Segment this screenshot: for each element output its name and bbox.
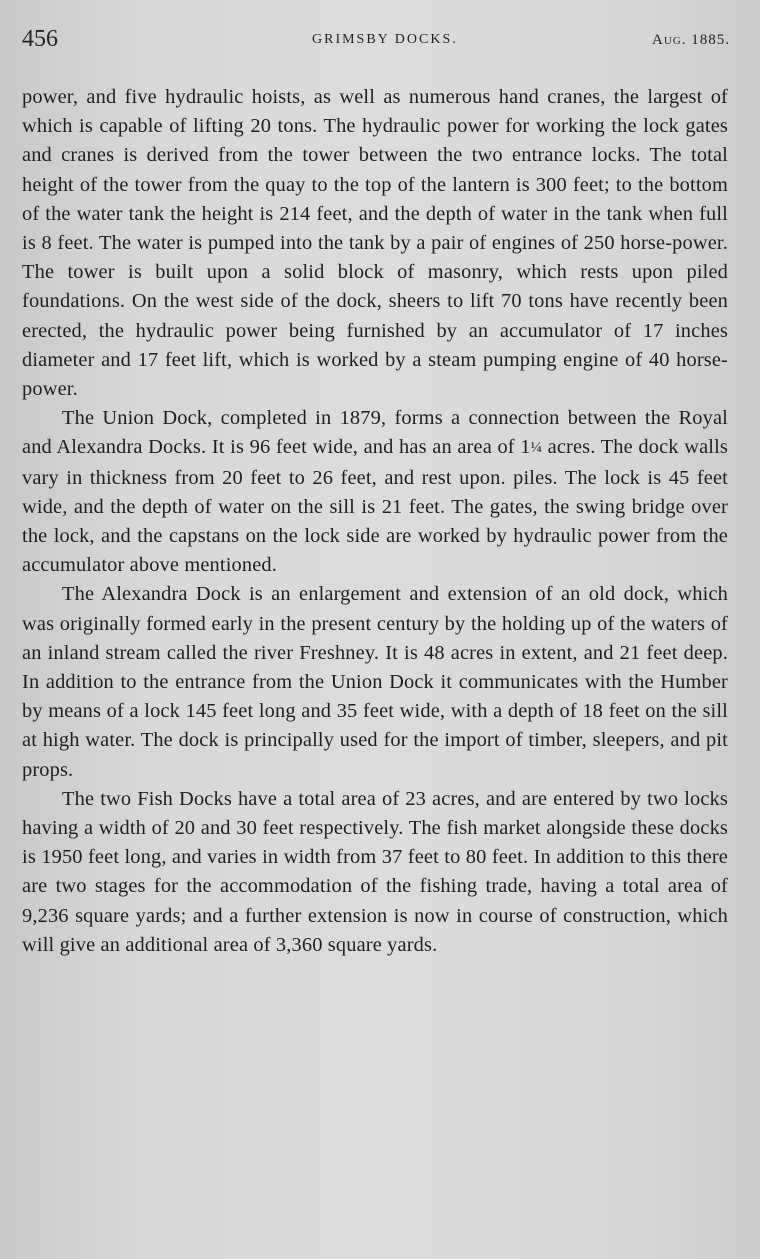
paragraph-fish-docks: The two Fish Docks have a total area of 23 acres, and are entered by two locks having a width of 20 and 30 feet respectively. The fish market alongside these docks is 1950 feet long, and varies in width from 37 feet to 80 feet. In addition to this there are two stages for the accommodation of the fishing trade, having a total area of 9,236 square yards; and a further extension is now in course of construction, which will give an additional area of 3,360 square yards. [22,787,728,956]
union-dock-text-start: The Union Dock, completed in 1879, forms a connection between the Royal and Alexandra Docks. It is 96 feet wide, and has an area of 1 [22,407,728,459]
issue-date: Aug. 1885. [652,32,730,48]
running-head [22,26,730,56]
fraction-quarter: ¼ [530,440,543,457]
union-dock-text-end: acres. The dock walls vary in thickness from 20 feet to 26 feet, and rest upon. piles. The lock is 45 feet wide, and the depth of water on the sill is 21 feet. The gates, the swing bridge over the lock, and the capstans on the lock side are worked by hydraulic power from the accumulator above mentioned. [22,436,728,577]
paragraph-union-dock [22,404,728,580]
page-number: 456 [22,26,58,52]
paragraph-hydraulic-power: power, and five hydraulic hoists, as well as numerous hand cranes, the largest of which is capable of lifting 20 tons. The hydraulic power for working the lock gates and cranes is derived from the tower between the two entrance locks. The total height of the tower from the quay to the top of the lantern is 300 feet; to the bottom of the water tank the height is 214 feet, and the depth of water in the tank when full is 8 feet. The water is pumped into the tank by a pair of engines of 250 horse-power. The tower is built upon a solid block of masonry, which rests upon piled foundations. On the west side of the dock, sheers to lift 70 tons have recently been erected, the hydraulic power being furnished by an accumulator of 17 inches diameter and 17 feet lift, which is worked by a steam pumping engine of 40 horse-power. [22,86,728,401]
body-text [22,83,728,960]
running-title: GRIMSBY DOCKS. [312,32,458,47]
paragraph-alexandra-dock: The Alexandra Dock is an enlargement and extension of an old dock, which was originally formed early in the present century by the holding up of the waters of an inland stream called the river Freshney. It is 48 acres in extent, and 21 feet deep. In addition to the entrance from the Union Dock it communicates with the Humber by means of a lock 145 feet long and 35 feet wide, with a depth of 18 feet on the sill at high water. The dock is principally used for the import of timber, sleepers, and pit props. [22,583,728,781]
